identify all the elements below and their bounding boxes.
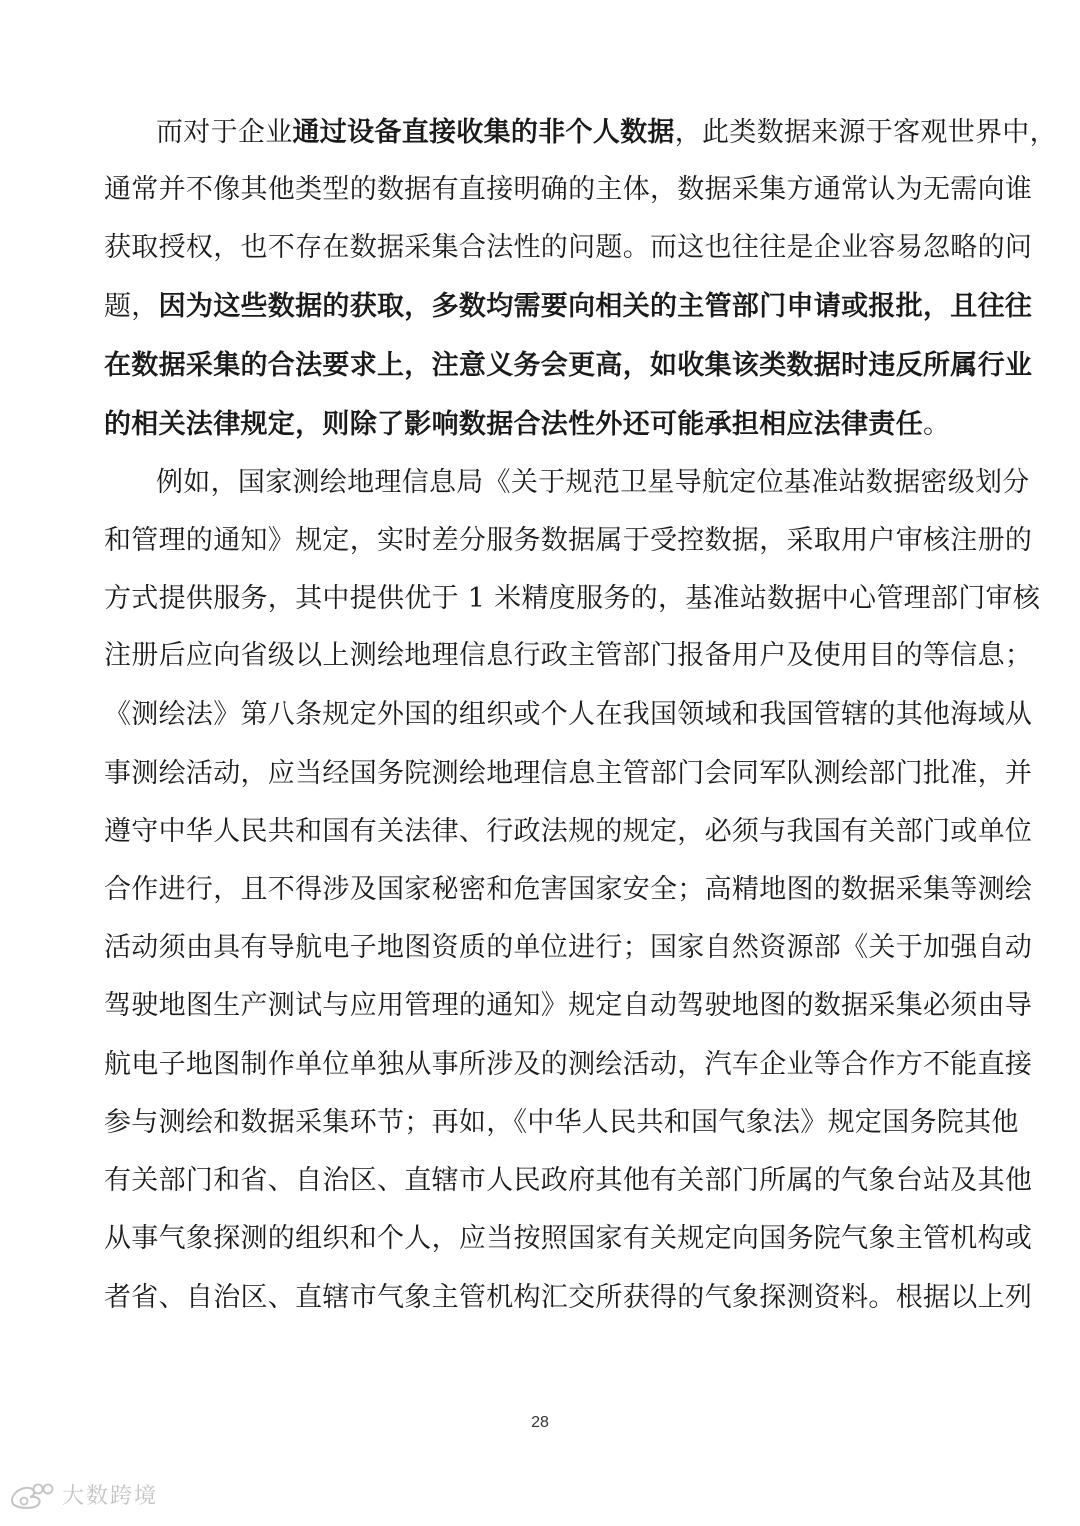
paragraph-2-line-7: 遵守中华人民共和国有关法律、行政法规的规定，必须与我国有关部门或单位 [104,816,1033,847]
paragraph-1-line-4 [104,290,1033,324]
paragraph-2-line-1: 例如，国家测绘地理信息局《关于规范卫星导航定位基准站数据密级划分 [156,467,1030,498]
paragraph-2-line-12: 参与测绘和数据采集环节；再如，《中华人民共和国气象法》规定国务院其他 [104,1107,1019,1138]
paragraph-2-line-9: 活动须由具有导航电子地图资质的单位进行；国家自然资源部《关于加强自动 [104,932,1033,963]
paragraph-2-line-10: 驾驶地图生产测试与应用管理的通知》规定自动驾驶地图的数据采集必须由导 [104,990,1033,1021]
bold-text-run: 因为这些数据的获取，多数均需要向相关的主管部门申请或报批，且往往 [158,291,1033,322]
page-number: 28 [531,1414,549,1431]
paragraph-2-line-13: 有关部门和省、自治区、直辖市人民政府其他有关部门所属的气象台站及其他 [104,1165,1033,1196]
paragraph-2-line-8: 合作进行，且不得涉及国家秘密和危害国家安全；高精地图的数据采集等测绘 [104,874,1033,905]
paragraph-1-line-2: 通常并不像其他类型的数据有直接明确的主体，数据采集方通常认为无需向谁 [104,174,1033,205]
paragraph-2-line-2: 和管理的通知》规定，实时差分服务数据属于受控数据，采取用户审核注册的 [104,525,1033,556]
paragraph-1-line-3: 获取授权，也不存在数据采集合法性的问题。而这也往往是企业容易忽略的问 [104,232,1033,263]
text-run: 。 [923,409,951,440]
paragraph-1-line-6 [104,408,970,442]
paragraph-1-line-1 [156,116,1057,150]
text-run: 而对于企业 [156,117,293,148]
weibo-logo-icon [8,1479,56,1509]
paragraph-2-line-6: 事测绘活动，应当经国务院测绘地理信息主管部门会同军队测绘部门批准，并 [104,758,1033,789]
bold-text-run: 通过设备直接收集的非个人数据 [292,117,675,148]
text-run: 题， [104,291,159,322]
paragraph-2-line-3: 方式提供服务，其中提供优于 1 米精度服务的，基准站数据中心管理部门审核 [104,583,1041,614]
text-run: ，此类数据来源于客观世界中， [674,117,1057,148]
paragraph-2-line-14: 从事气象探测的组织和个人，应当按照国家有关规定向国务院气象主管机构或 [104,1223,1033,1254]
watermark-text: 大数跨境 [62,1483,159,1509]
paragraph-2-line-5: 《测绘法》第八条规定外国的组织或个人在我国领域和我国管辖的其他海域从 [104,699,1033,730]
paragraph-2-line-4: 注册后应向省级以上测绘地理信息行政主管部门报备用户及使用目的等信息； [104,640,1033,671]
watermark [8,1477,158,1511]
bold-text-run: 的相关法律规定，则除了影响数据合法性外还可能承担相应法律责任 [104,409,923,440]
paragraph-2-line-11: 航电子地图制作单位单独从事所涉及的测绘活动，汽车企业等合作方不能直接 [104,1049,1033,1080]
paragraph-2-line-15: 者省、自治区、直辖市气象主管机构汇交所获得的气象探测资料。根据以上列 [104,1282,1033,1313]
paragraph-1-line-5: 在数据采集的合法要求上，注意义务会更高，如收集该类数据时违反所属行业 [104,350,1033,381]
